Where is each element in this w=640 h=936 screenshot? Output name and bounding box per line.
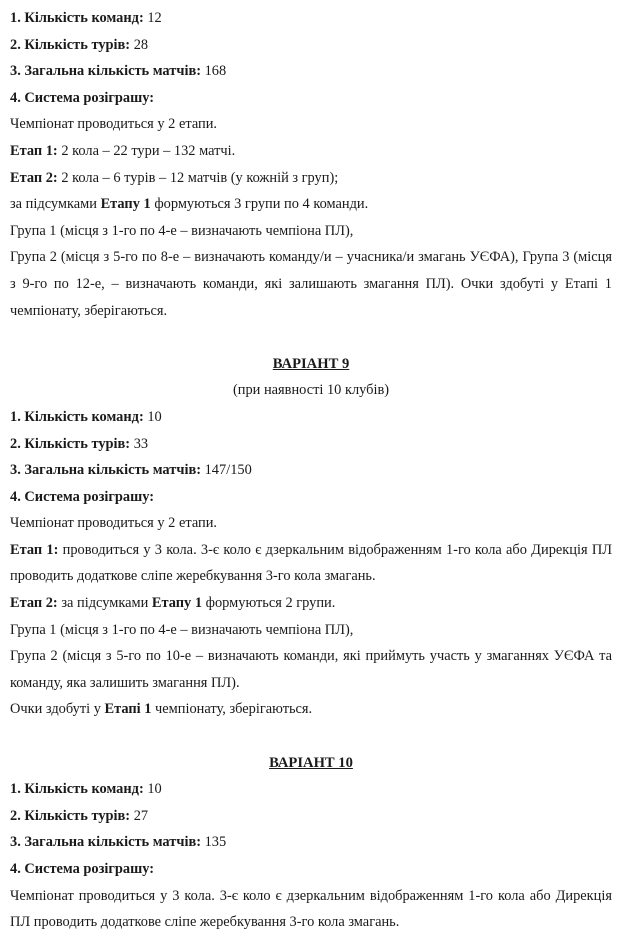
bold-text-run: Етап 2: [10,595,58,612]
paragraph-group-2 [10,643,612,696]
text-run: Чемпіонат проводиться у 2 етапи. [10,515,218,532]
bold-text-run: 1. Кількість команд: [10,781,144,798]
paragraph-stage-2 [10,165,612,192]
bold-text-run: 1. Кількість команд: [10,10,144,26]
paragraph-stage-2 [10,590,612,617]
text-run: Група 1 (місця з 1-го по 4-е – визначають чемпіона ПЛ), [10,222,354,239]
bold-text-run: Етап 1: [10,541,59,558]
text-run: Група 2 (місця з 5-го по 8-е – визначають команду/и – учасника/и змагань УЄФА), Група 3 (місця з 9-го по 12-е, – визначають команди, які залишають змагання ПЛ). Очки здобуті у Етапі 1 чемпіонату, зберігаються. [10,249,612,319]
text-run: Група 2 (місця з 5-го по 10-е – визначають команди, які приймуть участь у змаганнях УЄФА та команду, яка залишить змагання ПЛ). [10,648,612,691]
bold-text-run: Етапу 1 [151,595,203,612]
section-variant-9 [10,351,612,723]
paragraph-groups-2-3 [10,244,612,324]
text-run: Чемпіонат проводиться у 3 кола. 3-є коло є дзеркальним відображенням 1-го кола або Дирекція ПЛ проводить додаткове сліпе жеребкування 3-го кола змагань. [10,887,612,931]
bold-text-run: Етапі 1 [104,701,152,718]
numbered-item-system [10,85,612,112]
text-run: Очки здобуті у [10,701,105,718]
numbered-item-rounds [10,431,612,458]
text-run: 2 кола – 22 тури – 132 матчі. [57,142,236,159]
numbered-item-matches [10,457,612,484]
bold-text-run: 3. Загальна кількість матчів: [10,834,202,851]
numbered-item-teams [10,5,612,32]
text-run: 28 [130,36,149,53]
bold-text-run: 3. Загальна кількість матчів: [10,462,202,479]
paragraph-stage-1 [10,537,612,590]
section-variant-10 [10,750,612,936]
paragraph-group-1 [10,617,612,644]
text-run: Група 1 (місця з 1-го по 4-е – визначають чемпіона ПЛ), [10,621,354,638]
bold-text-run: Етап 1: [10,142,58,159]
numbered-item-rounds [10,32,612,59]
text-run: за підсумками [10,196,101,213]
bold-text-run: 4. Система розіграшу: [10,89,155,106]
text-run: формуються 3 групи по 4 команди. [150,196,369,213]
section-variant-8-tail [10,5,612,324]
paragraph-stage-1 [10,138,612,165]
text-run: чемпіонату, зберігаються. [151,701,313,718]
bold-text-run: 2. Кількість турів: [10,435,131,452]
text-run: 12 [143,10,162,26]
numbered-item-matches [10,58,612,85]
section-header-text: ВАРІАНТ 9 [272,355,350,372]
paragraph [10,883,612,936]
section-header [10,750,612,777]
text-run: 147/150 [201,462,252,479]
text-run: проводиться у 3 кола. 3-є коло є дзеркальним відображенням 1-го кола або Дирекція ПЛ проводить додаткове сліпе жеребкування 3-го кола змагань. [10,541,612,585]
text-run: 10 [143,781,162,798]
text-run: 10 [143,408,162,425]
text-run: Чемпіонат проводиться у 2 етапи. [10,116,218,133]
section-header-text: ВАРІАНТ 10 [269,754,353,771]
bold-text-run: 4. Система розіграшу: [10,861,155,877]
paragraph-group-1 [10,218,612,245]
numbered-item-matches [10,829,612,856]
text-run: 135 [201,834,227,851]
bold-text-run: 4. Система розіграшу: [10,488,155,505]
text-run: 168 [201,63,227,80]
bold-text-run: 2. Кількість турів: [10,36,131,53]
section-header [10,351,612,378]
text-run: 27 [130,807,149,824]
numbered-item-teams [10,776,612,803]
bold-text-run: 2. Кількість турів: [10,807,131,824]
text-run: 2 кола – 6 турів – 12 матчів (у кожній з груп); [57,169,339,186]
bold-text-run: Етап 2: [10,169,58,186]
bold-text-run: 1. Кількість команд: [10,408,144,425]
numbered-item-rounds [10,803,612,830]
numbered-item-teams [10,404,612,431]
paragraph [10,111,612,138]
numbered-item-system [10,484,612,511]
numbered-item-system [10,856,612,883]
paragraph [10,510,612,537]
text-run: за підсумками [57,595,152,612]
paragraph-points [10,696,612,723]
text-run: 33 [130,435,149,452]
section-subtitle: (при наявності 10 клубів) [232,382,390,399]
paragraph [10,191,612,218]
bold-text-run: 3. Загальна кількість матчів: [10,63,202,80]
bold-text-run: Етапу 1 [100,196,151,213]
text-run: формуються 2 групи. [202,595,336,612]
